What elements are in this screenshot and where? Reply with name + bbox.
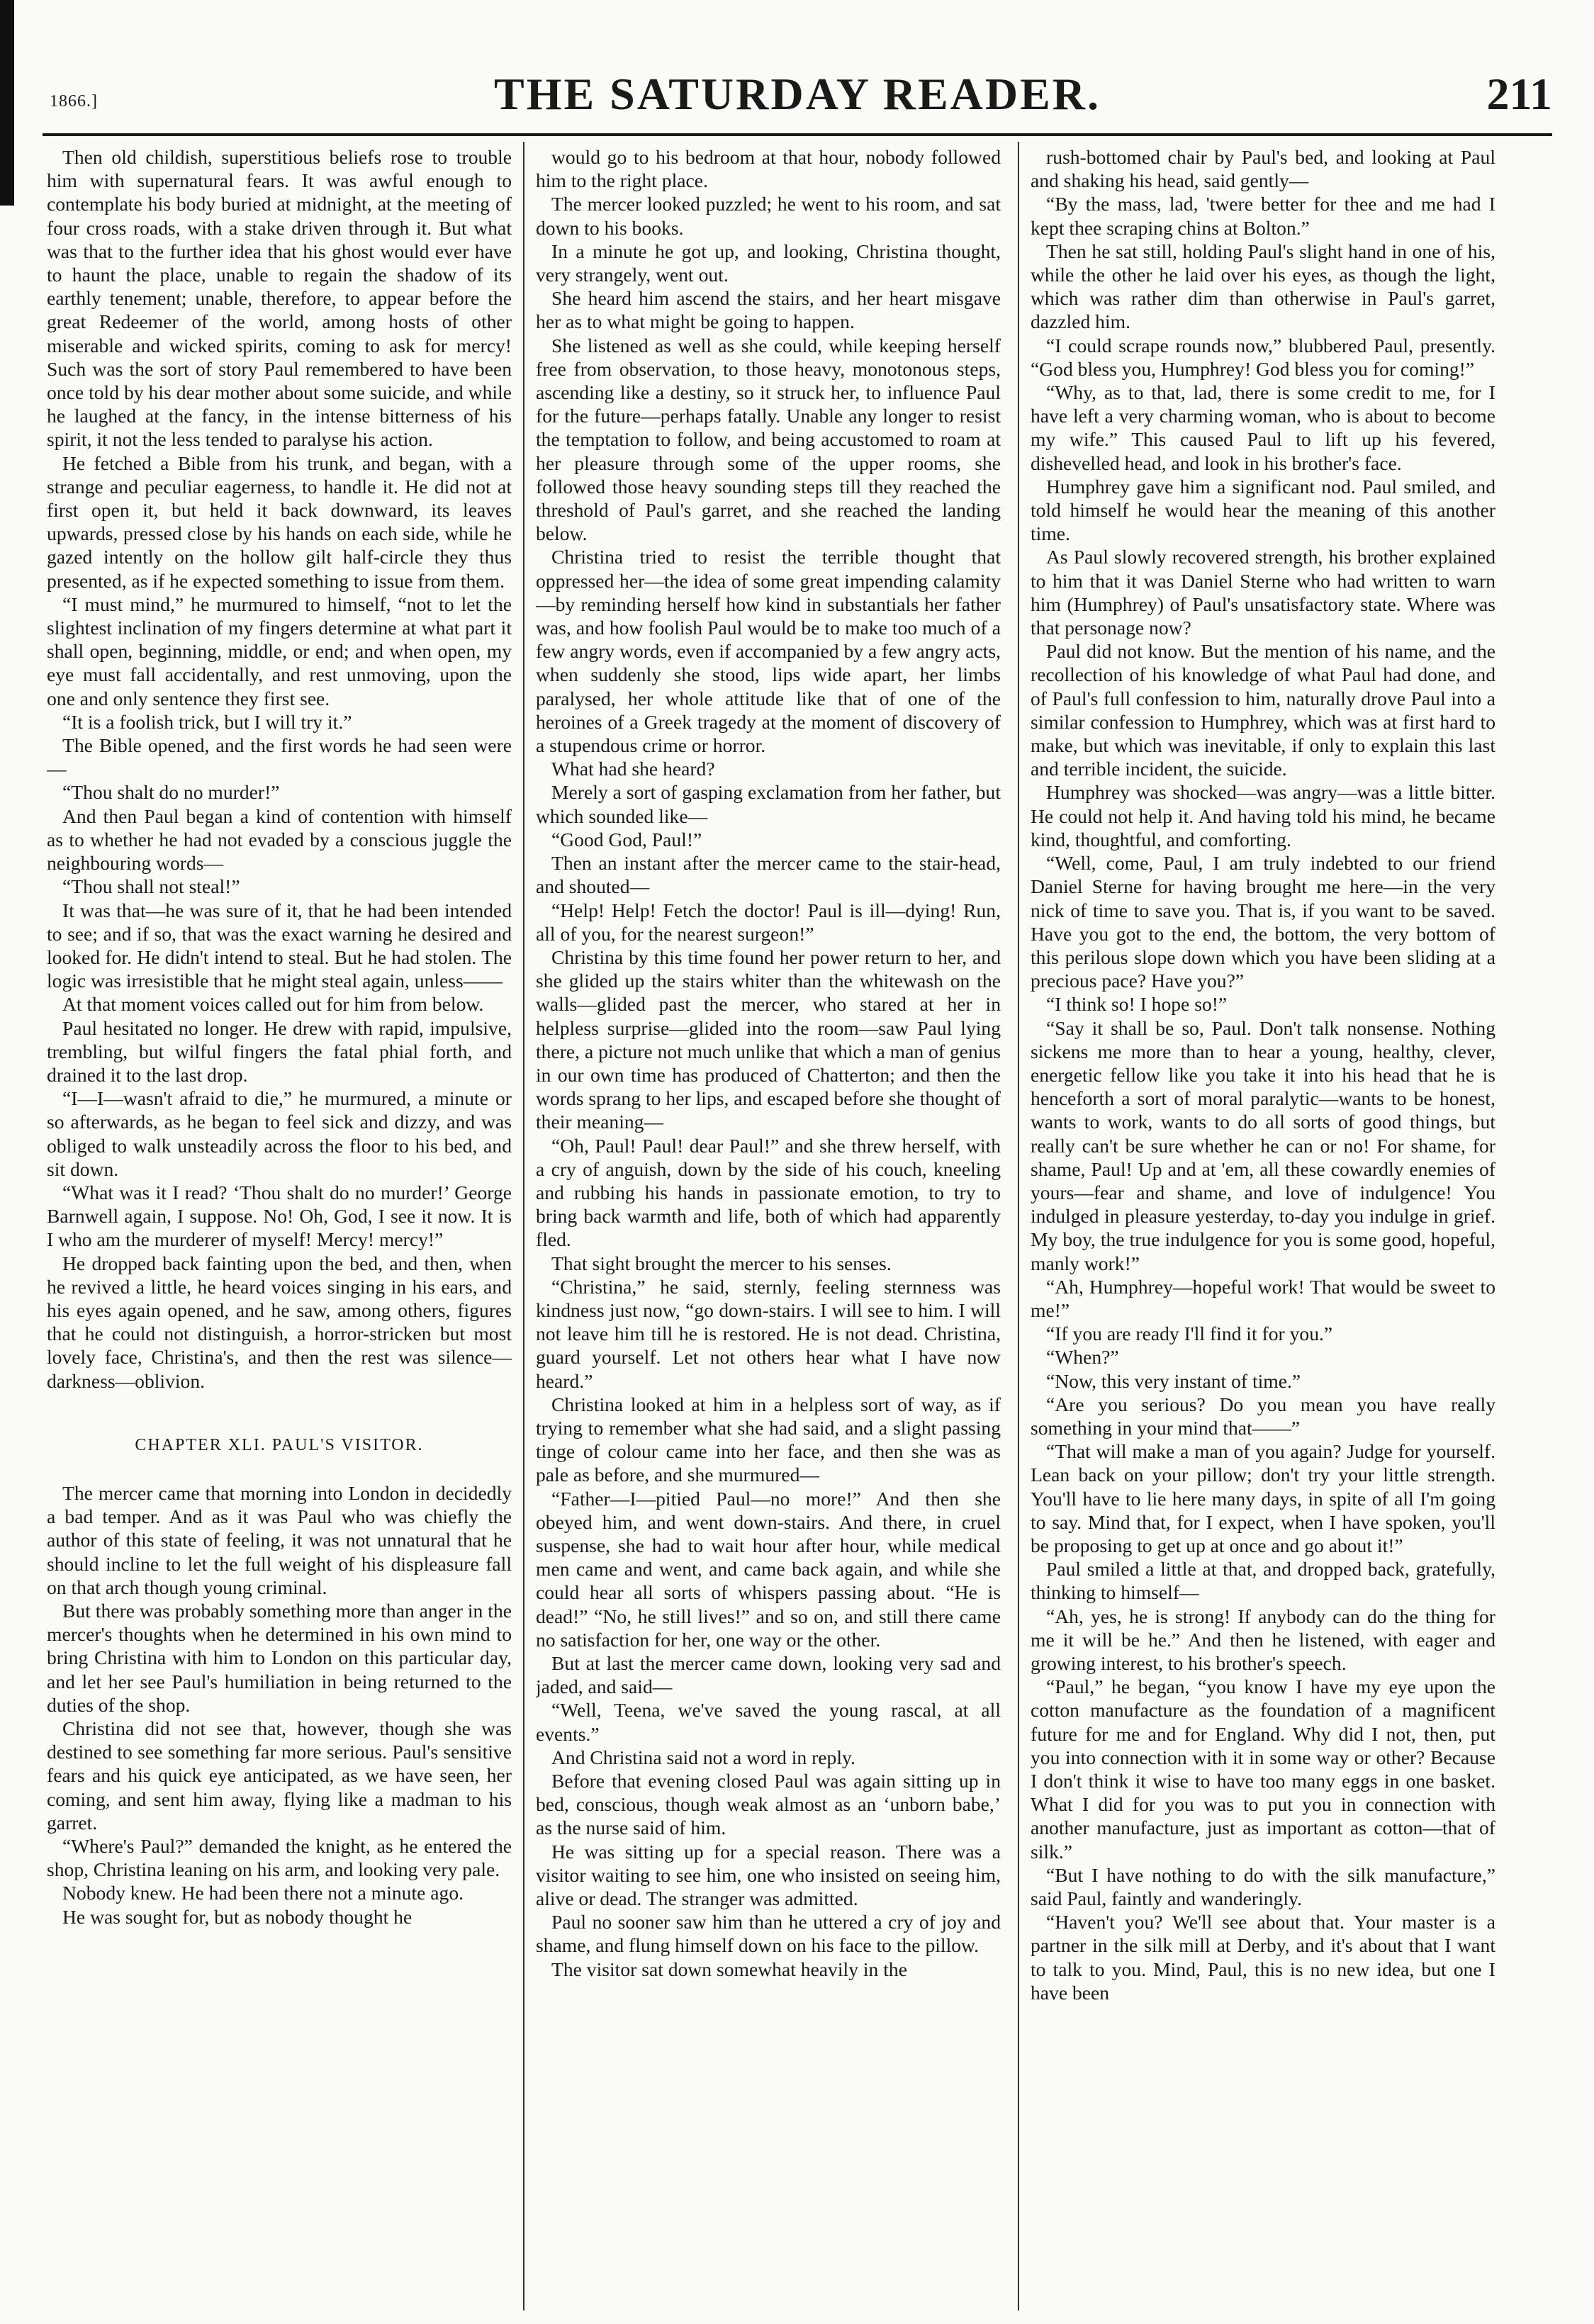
paragraph: What had she heard? [551, 758, 715, 780]
paragraph: In a minute he got up, and looking, Christina thought, very strangely, went out. [536, 240, 1001, 286]
paragraph: Humphrey was shocked—was angry—was a little bitter. He could not help it. And having told his mind, he became kind, thoughtful, and comforting. [1031, 781, 1495, 851]
paragraph: “Why, as to that, lad, there is some credit to me, for I have left a very charming woman, who is about to become my wife.” This caused Paul to lift up his fevered, dishevelled head, and look in his brother's face. [1031, 381, 1495, 474]
paragraph: “I must mind,” he murmured to himself, “not to let the slightest inclination of my fingers determine at what part it shall open, beginning, middle, or end; and when open, my eye must fall accidentally, and rest unmoving, upon the one and only sentence they first see. [47, 593, 512, 709]
paragraph: “I could scrape rounds now,” blubbered Paul, presently. “God bless you, Humphrey! God bless you for coming!” [1031, 334, 1495, 380]
paragraph: “Ah, yes, he is strong! If anybody can do the thing for me it will be he.” And then he listened, with eager and growing interest, to his brother's speech. [1031, 1605, 1495, 1674]
paragraph: “Well, come, Paul, I am truly indebted to our friend Daniel Sterne for having brought me here—in the very nick of time to save you. That is, if you want to be saved. Have you got to the end, the bottom, the very bottom of this perilous slope down which you have been sliding at a precious pace? Have you?” [1031, 852, 1495, 992]
page-header [43, 64, 1552, 131]
paragraph: Christina by this time found her power return to her, and she glided up the stairs whiter than the whitewash on the walls—glided past the mercer, who stared at her in helpless surprise—glided into the room—saw Paul lying there, a picture not much unlike that which a man of genius in our own time has produced of Chatterton; and then the words sprang to her lips, and escaped before she thought of their meaning— [536, 945, 1001, 1133]
paragraph: “Where's Paul?” demanded the knight, as he entered the shop, Christina leaning on his arm, and looking very pale. [47, 1835, 512, 1881]
paragraph: He was sought for, but as nobody thought he [62, 1905, 412, 1928]
paragraph: “Help! Help! Fetch the doctor! Paul is ill—dying! Run, all of you, for the nearest surgeon!” [536, 899, 1001, 945]
paragraph: “Father—I—pitied Paul—no more!” And then she obeyed him, and went down-stairs. And there, in cruel suspense, she had to wait hour after hour, while medical men came and went, and came back again, and while she could hear all sorts of whispers passing about. “He is dead!” “No, he still lives!” and so on, and still there came no satisfaction for her, one way or the other. [536, 1487, 1001, 1651]
paragraph: Then he sat still, holding Paul's slight hand in one of his, while the other he laid over his eyes, as though the light, which was rather dim than otherwise in Paul's garret, dazzled him. [1031, 240, 1495, 333]
paragraph: “Thou shalt do no murder!” [62, 781, 280, 804]
masthead-title: THE SATURDAY READER. [494, 69, 1101, 119]
paragraph: He was sitting up for a special reason. There was a visitor waiting to see him, one who insisted on seeing him, alive or dead. The stranger was admitted. [536, 1840, 1001, 1910]
paragraph: Paul did not know. But the mention of his name, and the recollection of his knowledge of what Paul had done, and of Paul's full confession to him, naturally drove Paul into a similar confession to Humphrey, which was at first hard to make, but which was inevitable, if only to explain this last and terrible incident, the suicide. [1031, 640, 1495, 780]
paragraph: “When?” [1046, 1346, 1119, 1369]
paragraph: “Good God, Paul!” [551, 828, 702, 851]
paragraph: The Bible opened, and the first words he had seen were— [47, 734, 512, 780]
paragraph: “It is a foolish trick, but I will try it.” [62, 710, 352, 733]
paragraph: Paul smiled a little at that, and dropped back, gratefully, thinking to himself— [1031, 1558, 1495, 1604]
paragraph: At that moment voices called out for him from below. [62, 993, 484, 1016]
paragraph: “Paul,” he began, “you know I have my eye upon the cotton manufacture as the foundation of a magnificent future for me and for England. Why did I not, then, put you into connection with it in some way or other? Because I don't think it wise to have too many eggs in one basket. What I did for you was to put you in connection with another manufacture, just as important as cotton—that of silk.” [1031, 1675, 1495, 1863]
paragraph: Nobody knew. He had been there not a minute ago. [62, 1882, 464, 1904]
paragraph: “Now, this very instant of time.” [1046, 1369, 1301, 1392]
paragraph: Then an instant after the mercer came to the stair-head, and shouted— [536, 852, 1001, 898]
paragraph: Christina did not see that, however, though she was destined to see something far more serious. Paul's sensitive fears and his quick eye anticipated, as we have seen, her coming, and sent him away, flying like a madman to his garret. [47, 1717, 512, 1834]
column-divider [523, 142, 524, 2311]
paragraph: “I think so! I hope so!” [1046, 993, 1228, 1016]
paragraph: “Are you serious? Do you mean you have really something in your mind that——” [1031, 1393, 1495, 1439]
paragraph: Before that evening closed Paul was again sitting up in bed, conscious, though weak almost as an ‘unborn babe,’ as the nurse said of him. [536, 1770, 1001, 1839]
paragraph: The mercer came that morning into London in decidedly a bad temper. And as it was Paul who was chiefly the author of this state of feeling, it was not unnatural that he should incline to let the full weight of his displeasure fall on that arch though young criminal. [47, 1481, 512, 1598]
paragraph: “Say it shall be so, Paul. Don't talk nonsense. Nothing sickens me more than to hear a young, healthy, clever, energetic fellow like you take it into his head that he is henceforth a sort of moral paralytic—wants to be honest, wants to work, wants to do all sorts of good things, but really can't be sure whether he can or no! For shame, for shame, Paul! Up and at 'em, all these cowardly enemies of yours—fear and shame, and love of indulgence! You indulged in pleasure yesterday, to-day you indulge in grief. My boy, the true indulgence for you is some good, hopeful, manly work!” [1031, 1016, 1495, 1274]
paragraph: Christina looked at him in a helpless sort of way, as if trying to remember what she had said, and a slight passing tinge of colour came into her face, and then she was as pale as before, and she murmured— [536, 1393, 1001, 1486]
paragraph: “But I have nothing to do with the silk manufacture,” said Paul, faintly and wanderingly. [1031, 1863, 1495, 1910]
text-column-3 [1031, 145, 1495, 2307]
paragraph: She listened as well as she could, while keeping herself free from observation, to those heavy, monotonous steps, ascending like a destiny, so it struck her, to influence Paul for the future—perhaps fatally. Unable any longer to resist the temptation to follow, and being accustomed to roam at her pleasure through some of the upper rooms, she followed those heavy sounding steps till they reached the threshold of Paul's garret, and she reached the landing below. [536, 334, 1001, 545]
paragraph: He fetched a Bible from his trunk, and began, with a strange and peculiar eagerness, to handle it. He did not at first open it, but held it back downward, its leaves upwards, pressed close by his hands on each side, while he gazed intently on the hollow gilt half-circle they thus presented, as if he expected something to issue from them. [47, 451, 512, 592]
binding-edge [0, 0, 14, 206]
paragraph: It was that—he was sure of it, that he had been intended to see; and if so, that was the exact warning he desired and looked for. He didn't intend to steal. But he had stolen. The logic was irresistible that he might steal again, unless—— [47, 899, 512, 992]
paragraph: But at last the mercer came down, looking very sad and jaded, and said— [536, 1652, 1001, 1698]
paragraph: Merely a sort of gasping exclamation from her father, but which sounded like— [536, 781, 1001, 827]
paragraph: That sight brought the mercer to his senses. [551, 1252, 892, 1274]
chapter-heading: CHAPTER XLI. PAUL'S VISITOR. [135, 1435, 424, 1454]
paragraph: rush-bottomed chair by Paul's bed, and looking at Paul and shaking his head, said gently— [1031, 146, 1495, 192]
paragraph: “By the mass, lad, 'twere better for thee and me had I kept thee scraping chins at Bolton.” [1031, 193, 1495, 239]
paragraph: Paul no sooner saw him than he uttered a cry of joy and shame, and flung himself down on his face to the pillow. [536, 1911, 1001, 1957]
issue-date-mark: 1866.] [50, 92, 98, 111]
paragraph: Then old childish, superstitious beliefs rose to trouble him with supernatural fears. It was awful enough to contemplate his body buried at midnight, at the meeting of four cross roads, with a stake driven through it. But what was that to the further idea that his ghost would ever have to haunt the place, unable to regain the shadow of its earthly tenement; unable, therefore, to appear before the great Redeemer of the world, among hosts of other miserable and wicked spirits, coming to ask for mercy! Such was the sort of story Paul remembered to have been once told by his dear mother about some suicide, and while he laughed at the fancy, in the intense bitterness of his spirit, it not the less tended to paralyse his action. [47, 146, 512, 451]
paragraph: He dropped back fainting upon the bed, and then, when he revived a little, he heard voices singing in his ears, and his eyes again opened, and he saw, among others, figures that he could not distinguish, a horror-stricken but most lovely face, Christina's, and then the rest was silence—darkness—oblivion. [47, 1252, 512, 1392]
paragraph: The mercer looked puzzled; he went to his room, and sat down to his books. [536, 193, 1001, 239]
paragraph: She heard him ascend the stairs, and her heart misgave her as to what might be going to happen. [536, 287, 1001, 333]
paragraph: “Well, Teena, we've saved the young rascal, at all events.” [536, 1699, 1001, 1745]
paragraph: But there was probably something more than anger in the mercer's thoughts when he determined in his own mind to bring Christina with him to London on this particular day, and let her see Paul's humiliation in being returned to the duties of the shop. [47, 1599, 512, 1716]
paragraph: Paul hesitated no longer. He drew with rapid, impulsive, trembling, but wilful fingers the fatal phial forth, and drained it to the last drop. [47, 1016, 512, 1086]
paragraph: “Ah, Humphrey—hopeful work! That would be sweet to me!” [1031, 1275, 1495, 1321]
paragraph: “What was it I read? ‘Thou shalt do no murder!’ George Barnwell again, I suppose. No! Oh, God, I see it now. It is I who am the murderer of myself! Mercy! mercy!” [47, 1181, 512, 1251]
paragraph: Christina tried to resist the terrible thought that oppressed her—the idea of some great impending calamity—by reminding herself how kind in substantials her father was, and how foolish Paul would be to make too much of a few angry words, even if accompanied by a few angry acts, when suddenly she stood, lips wide apart, her limbs paralysed, her whole attitude like that of one of the heroines of a Greek tragedy at the moment of discovery of a stupendous crime or horror. [536, 546, 1001, 757]
paragraph: “Oh, Paul! Paul! dear Paul!” and she threw herself, with a cry of anguish, down by the side of his couch, kneeling and rubbing his hands in passionate emotion, to try to bring back warmth and life, both of which had apparently fled. [536, 1134, 1001, 1251]
paragraph: would go to his bedroom at that hour, nobody followed him to the right place. [536, 146, 1001, 192]
column-divider [1018, 142, 1019, 2311]
page-number: 211 [1486, 69, 1552, 119]
paragraph: “That will make a man of you again? Judge for yourself. Lean back on your pillow; don't try your little strength. You'll have to lie here many days, in spite of all I'm going to say. Mind that, for I expect, when I have spoken, you'll be proposing to get up at once and go about it!” [1031, 1440, 1495, 1556]
paragraph: The visitor sat down somewhat heavily in the [551, 1958, 907, 1980]
paragraph: As Paul slowly recovered strength, his brother explained to him that it was Daniel Sterne who had written to warn him (Humphrey) of Paul's unsatisfactory state. Where was that personage now? [1031, 546, 1495, 639]
paragraph: “Christina,” he said, sternly, feeling sternness was kindness just now, “go down-stairs. I will see to him. I will not leave him till he is restored. He is not dead. Christina, guard yourself. Let not others hear what I have now heard.” [536, 1275, 1001, 1392]
header-rule [43, 133, 1552, 136]
text-column-1 [47, 145, 512, 2307]
paragraph: “Thou shall not steal!” [62, 875, 240, 898]
paragraph: “If you are ready I'll find it for you.” [1046, 1323, 1333, 1345]
paragraph: “I—I—wasn't afraid to die,” he murmured, a minute or so afterwards, as he began to feel sick and dizzy, and was obliged to walk unsteadily across the floor to his bed, and sit down. [47, 1087, 512, 1180]
paragraph: And Christina said not a word in reply. [551, 1746, 855, 1768]
paragraph: And then Paul began a kind of contention with himself as to whether he had not evaded by a conscious juggle the neighbouring words— [47, 804, 512, 875]
text-column-2 [536, 145, 1001, 2307]
paragraph: “Haven't you? We'll see about that. Your master is a partner in the silk mill at Derby, and it's about that I want to talk to you. Mind, Paul, this is no new idea, but one I have been [1031, 1911, 1495, 2004]
paragraph: Humphrey gave him a significant nod. Paul smiled, and told himself he would hear the meaning of this another time. [1031, 475, 1495, 545]
